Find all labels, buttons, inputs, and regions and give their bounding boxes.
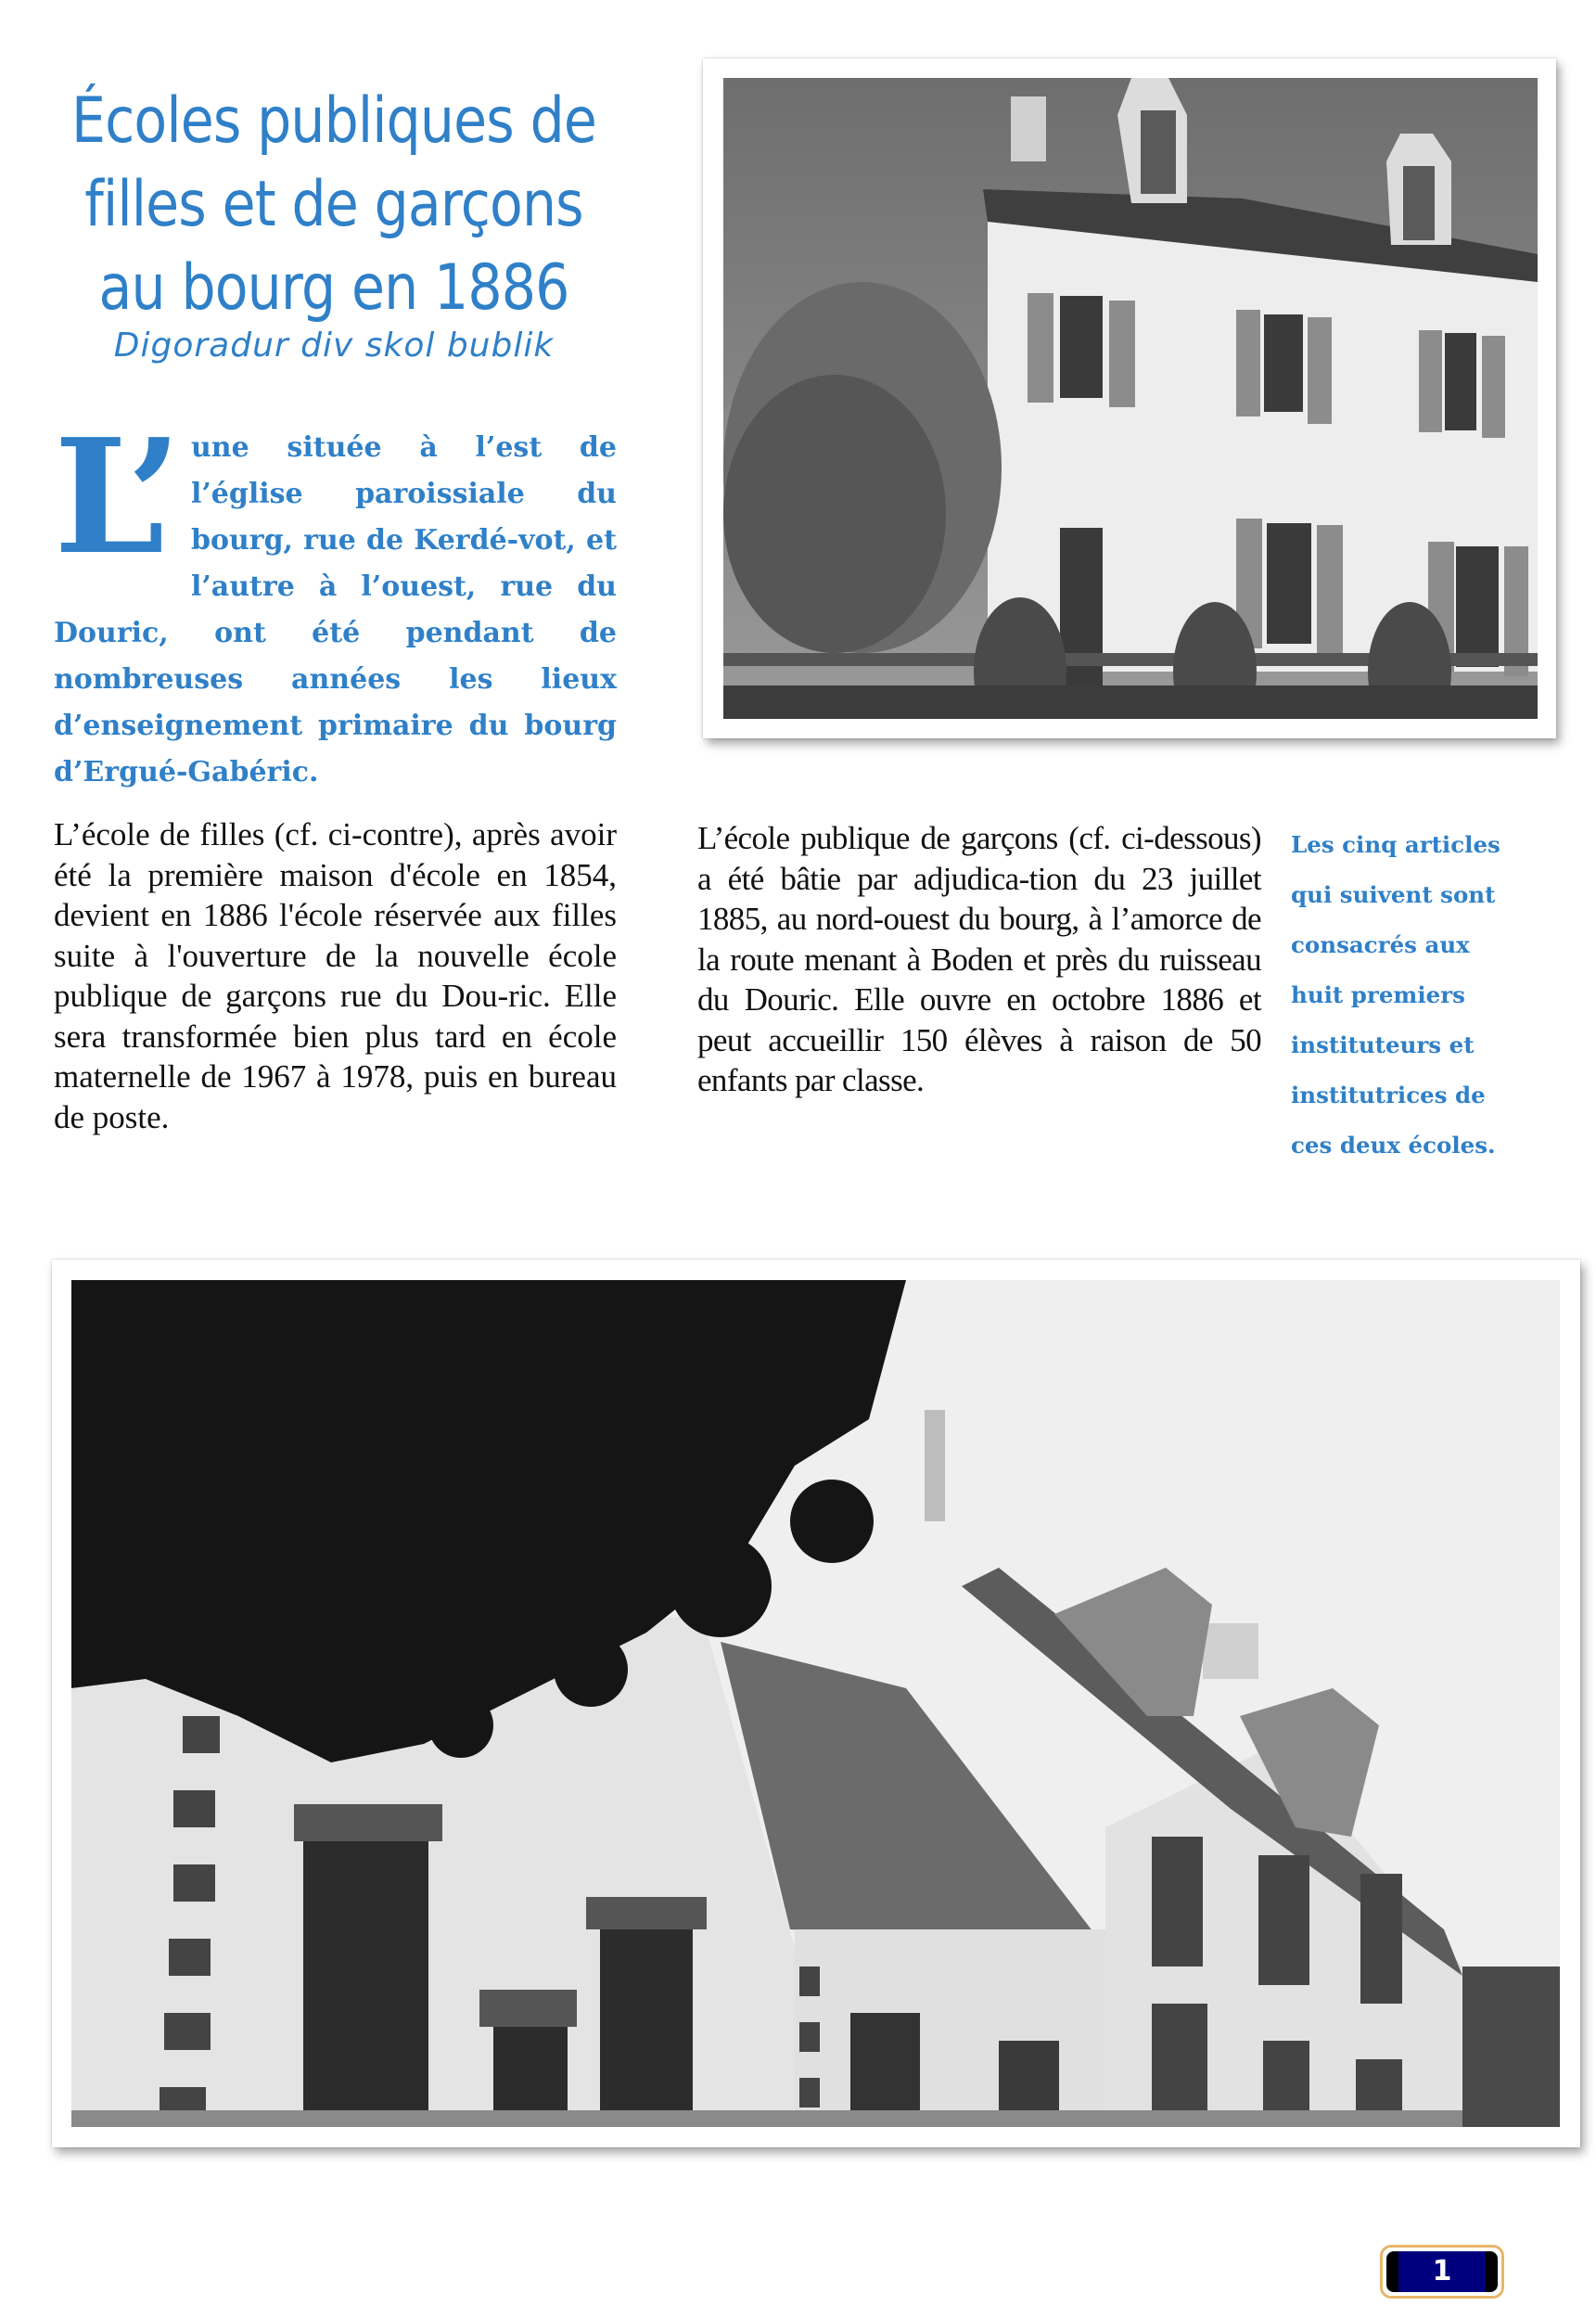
article-title — [70, 80, 597, 330]
sidebar-note-line: huit premiers — [1291, 981, 1465, 1008]
title-line: au bourg en 1886 — [98, 250, 569, 325]
house-photo-illustration — [723, 78, 1538, 719]
title-line: Écoles publiques de — [71, 83, 596, 158]
page-number-badge — [1380, 2245, 1504, 2299]
drop-cap: L’ — [54, 404, 182, 590]
sidebar-note-line: ces deux écoles. — [1291, 1132, 1496, 1159]
sidebar-note-line: Les cinq articles — [1291, 831, 1500, 858]
lead-text: une située à l’est de l’église paroissiale du bourg, rue de Kerdé-vot, et l’autre à l’ouest, rue du Douric, ont été pendant de nombreuses années les lieux d’enseignement primaire du bourg d’Ergué-Gabéric. — [54, 431, 617, 788]
photo-boys-school-frame — [52, 1260, 1580, 2147]
page-number: 1 — [1398, 2251, 1486, 2292]
photo-girls-school-frame — [703, 58, 1556, 738]
body-paragraph-boys-school: L’école publique de garçons (cf. ci-dessous) a été bâtie par adjudica-tion du 23 juillet 1885, au nord-ouest du bourg, à l’amorce de la route menant à Boden et près du ruisseau du Douric. Elle ouvre en octobre 1886 et peut accueillir 150 élèves à raison de 50 enfants par classe. — [697, 820, 1261, 1098]
photo-girls-school — [723, 78, 1538, 719]
photo-boys-school — [71, 1280, 1560, 2127]
school-photo-illustration — [71, 1280, 1560, 2127]
page-number-badge-background — [1386, 2251, 1498, 2292]
title-line: filles et de garçons — [84, 167, 583, 241]
sidebar-note-line: institutrices de — [1291, 1082, 1486, 1108]
sidebar-note — [1291, 820, 1569, 1171]
sidebar-note-line: qui suivent sont — [1291, 881, 1496, 908]
article-subtitle-breton: Digoradur div skol bublik — [113, 327, 555, 365]
body-paragraph-girls-school: L’école de filles (cf. ci-contre), après avoir été la première maison d'école en 1854, devient en 1886 l'école réservée aux filles suite à l'ouverture de la nouvelle école publique de garçons rue du Dou-ric. Elle sera transformée bien plus tard en école maternelle de 1967 à 1978, puis en bureau de poste. — [54, 816, 617, 1135]
sidebar-note-line: consacrés aux — [1291, 931, 1470, 958]
sidebar-note-line: instituteurs et — [1291, 1031, 1475, 1058]
lead-paragraph — [54, 404, 617, 796]
